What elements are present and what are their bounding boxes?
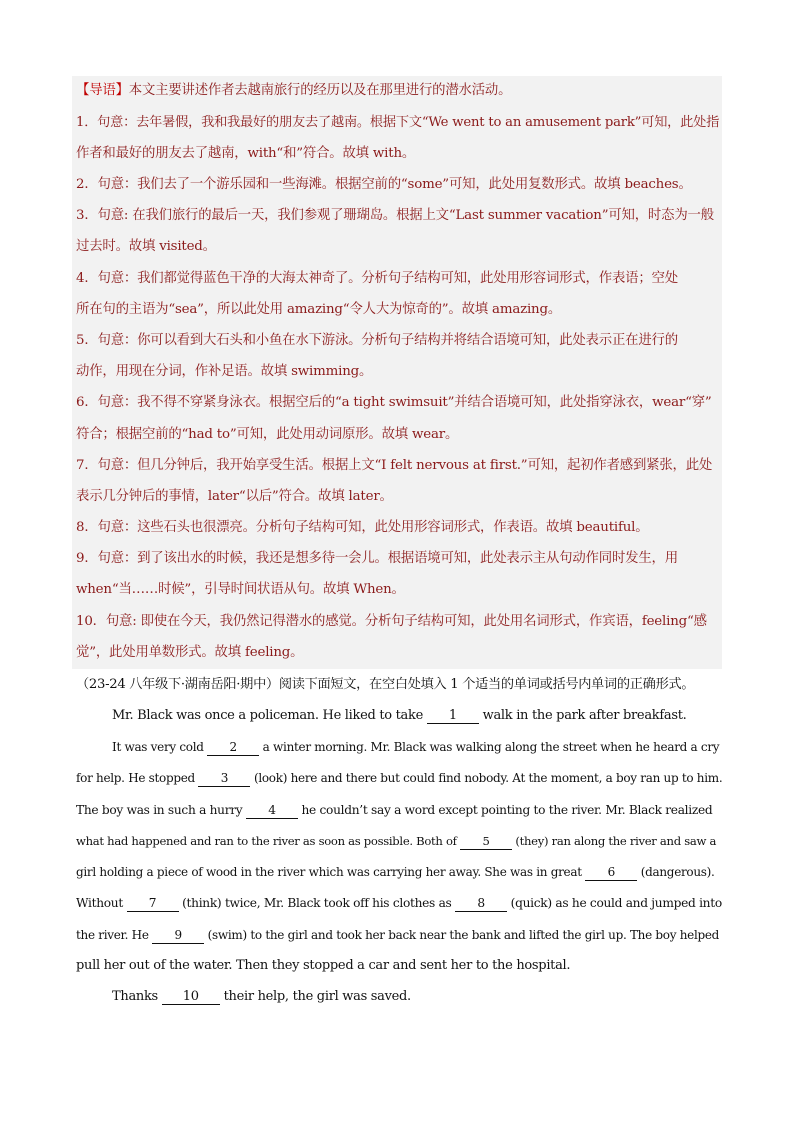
answer-line-9: 动作，用现在分词，作补足语。故填 swimming。: [76, 364, 373, 379]
blank-8[interactable]: 8: [455, 896, 507, 912]
answer-line-13: 表示几分钟后的事情，later“以后”符合。故填 later。: [76, 489, 393, 504]
answer-line-3: 2．句意：我们去了一个游乐园和一些海滩。根据空前的“some”可知，此处用复数形式。故填 beaches。: [76, 177, 692, 192]
blank-10[interactable]: 10: [162, 989, 220, 1005]
blank-7[interactable]: 7: [127, 896, 179, 912]
passage-line: what had happened and ran to the river as soon as possible. Both of 5 (they) ran along the river and saw a: [76, 834, 717, 848]
answer-line-10: 6．句意：我不得不穿紧身泳衣。根据空后的“a tight swimsuit”并结合语境可知，此处指穿泳衣，wear“穿”: [76, 395, 712, 410]
blank-9[interactable]: 9: [152, 928, 204, 944]
passage-line: Thanks 10 their help, the girl was saved.: [112, 989, 411, 1004]
answer-line-16: when“当……时候”，引导时间状语从句。故填 When。: [76, 582, 405, 597]
passage-line: the river. He 9 (swim) to the girl and took her back near the bank and lifted the girl up. The boy helped: [76, 928, 720, 942]
passage-line: Mr. Black was once a policeman. He liked to take 1 walk in the park after breakfast.: [112, 708, 687, 723]
passage-line: Without 7 (think) twice, Mr. Black took off his clothes as 8 (quick) as he could and jumped into: [76, 896, 722, 910]
intro-tag: 【导语】: [76, 83, 129, 98]
exercise-instruction: （23-24 八年级下·湖南岳阳·期中）阅读下面短文，在空白处填入 1 个适当的单词或括号内单词的正确形式。: [76, 677, 695, 692]
answer-line-14: 8．句意：这些石头也很漂亮。分析句子结构可知，此处用形容词形式，作表语。故填 beautiful。: [76, 520, 649, 535]
blank-5[interactable]: 5: [460, 834, 512, 850]
answer-line-15: 9．句意：到了该出水的时候，我还是想多待一会儿。根据语境可知，此处表示主从句动作同时发生，用: [76, 551, 678, 566]
answer-line-2: 作者和最好的朋友去了越南，with“和”符合。故填 with。: [76, 146, 416, 161]
answer-line-6: 4．句意：我们都觉得蓝色干净的大海太神奇了。分析句子结构可知，此处用形容词形式，作表语；空处: [76, 271, 678, 286]
answer-line-4: 3．句意: 在我们旅行的最后一天，我们参观了珊瑚岛。根据上文“Last summer vacation”可知，时态为一般: [76, 208, 714, 223]
answer-line-18: 觉”，此处用单数形式。故填 feeling。: [76, 645, 304, 660]
answer-line-11: 符合；根据空前的“had to”可知，此处用动词原形。故填 wear。: [76, 427, 459, 442]
blank-2[interactable]: 2: [207, 740, 259, 756]
answer-line-5: 过去时。故填 visited。: [76, 239, 216, 254]
answer-line-12: 7．句意：但几分钟后，我开始享受生活。根据上文“I felt nervous at first.”可知，起初作者感到紧张，此处: [76, 458, 713, 473]
passage-line: The boy was in such a hurry 4 he couldn’t say a word except pointing to the river. Mr. Black realized: [76, 803, 713, 817]
passage-line: for help. He stopped 3 (look) here and there but could find nobody. At the moment, a boy ran up to him.: [76, 771, 723, 785]
passage-line: girl holding a piece of wood in the river which was carrying her away. She was in great 6 (dangerous).: [76, 865, 715, 879]
intro-line: [76, 82, 511, 100]
answer-line-17: 10．句意: 即使在今天，我仍然记得潜水的感觉。分析句子结构可知，此处用名词形式，作宾语，feeling“感: [76, 614, 707, 629]
blank-6[interactable]: 6: [585, 865, 637, 881]
passage-line: pull her out of the water. Then they stopped a car and sent her to the hospital.: [76, 958, 571, 973]
blank-1[interactable]: 1: [427, 708, 479, 724]
passage-line: It was very cold 2 a winter morning. Mr. Black was walking along the street when he heard a cry: [112, 740, 720, 754]
blank-3[interactable]: 3: [198, 771, 250, 787]
answer-line-7: 所在句的主语为“sea”，所以此处用 amazing“令人大为惊奇的”。故填 amazing。: [76, 302, 562, 317]
answer-line-1: 1．句意：去年暑假，我和我最好的朋友去了越南。根据下文“We went to an amusement park”可知，此处指: [76, 115, 720, 130]
answer-line-8: 5．句意：你可以看到大石头和小鱼在水下游泳。分析句子结构并将结合语境可知，此处表示正在进行的: [76, 333, 678, 348]
intro-text: 本文主要讲述作者去越南旅行的经历以及在那里进行的潜水活动。: [128, 83, 512, 98]
blank-4[interactable]: 4: [246, 803, 298, 819]
